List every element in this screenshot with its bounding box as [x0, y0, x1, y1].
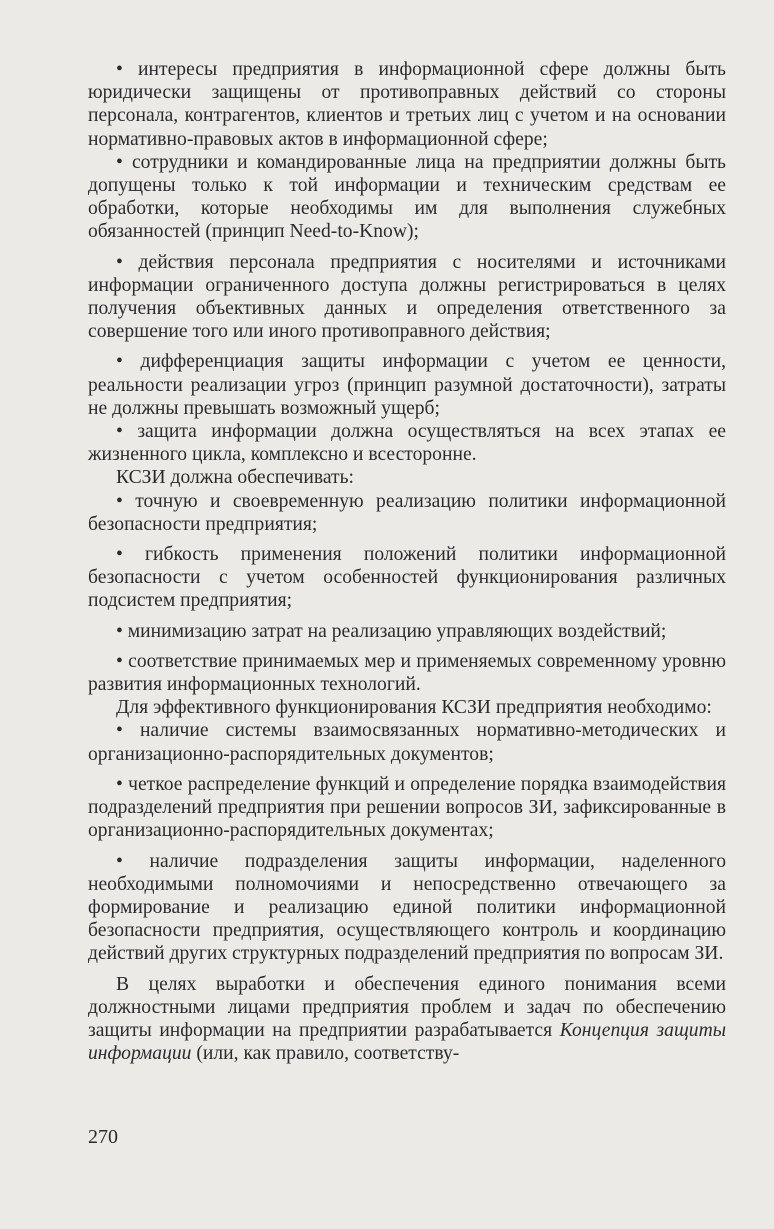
paragraph-distribution: • четкое распределение функций и определение порядка взаимодействия подразделений предприятия при решении вопросов ЗИ, зафиксированные в организационно-распорядительных документах;: [88, 773, 726, 842]
body-text: [88, 58, 726, 1065]
concept-title: Концепция защиты информации: [88, 1019, 726, 1065]
concept-text-after: (или, как правило, соответству-: [191, 1043, 460, 1065]
concept-text-before: В целях выработки и обеспечения единого понимания всеми должностными лицами предприятия проблем и задач по обеспечению защиты информации на предприятии разрабатывается: [88, 973, 726, 1041]
paragraph-documents: • наличие системы взаимосвязанных нормативно-методических и организационно-распорядительных документов;: [88, 720, 726, 765]
paragraph-registration: • действия персонала предприятия с носителями и источниками информации ограниченного доступа должны регистрироваться в целях получения объективных данных и определения ответственного за совершение того или иного противоправного действия;: [88, 251, 726, 343]
paragraph-division: • наличие подразделения защиты информации, наделенного необходимыми полномочиями и непосредственно отвечающего за формирование и реализацию единой политики информационной безопасности предприятия, осуществляющего контроль и координацию действий других структурных подразделений предприятия по вопросам ЗИ.: [88, 850, 726, 965]
paragraph-access: • сотрудники и командированные лица на предприятии должны быть допущены только к той информации и техническим средствам ее обработки, которые необходимы им для выполнения служебных обязанностей (принцип Need-to-Know);: [88, 151, 726, 243]
paragraph-flexibility: • гибкость применения положений политики информационной безопасности с учетом особенностей функционирования различных подсистем предприятия;: [88, 544, 726, 612]
paragraph-implementation: • точную и своевременную реализацию политики информационной безопасности предприятия;: [88, 490, 726, 535]
paragraph-kszi-must: КСЗИ должна обеспечивать:: [116, 467, 354, 489]
paragraph-effective: Для эффективного функционирования КСЗИ предприятия необходимо:: [116, 697, 712, 719]
paragraph-concept: [88, 973, 726, 1066]
page-number: 270: [88, 1126, 118, 1148]
paragraph-interests: • интересы предприятия в информационной сфере должны быть юридически защищены от противоправных действий со стороны персонала, контрагентов, клиентов и третьих лиц с учетом и на основании нормативно-правовых актов в информационной сфере;: [88, 59, 726, 150]
paragraph-differentiation: • дифференциация защиты информации с учетом ее ценности, реальности реализации угроз (принцип разумной достаточности), затраты не должны превышать возможный ущерб;: [88, 351, 726, 419]
paragraph-minimization: • минимизацию затрат на реализацию управляющих воздействий;: [116, 620, 667, 642]
paragraph-compliance: • соответствие принимаемых мер и применяемых современному уровню развития информационных технологий.: [88, 650, 726, 696]
paragraph-lifecycle: • защита информации должна осуществляться на всех этапах ее жизненного цикла, комплексно и всесторонне.: [88, 421, 726, 466]
